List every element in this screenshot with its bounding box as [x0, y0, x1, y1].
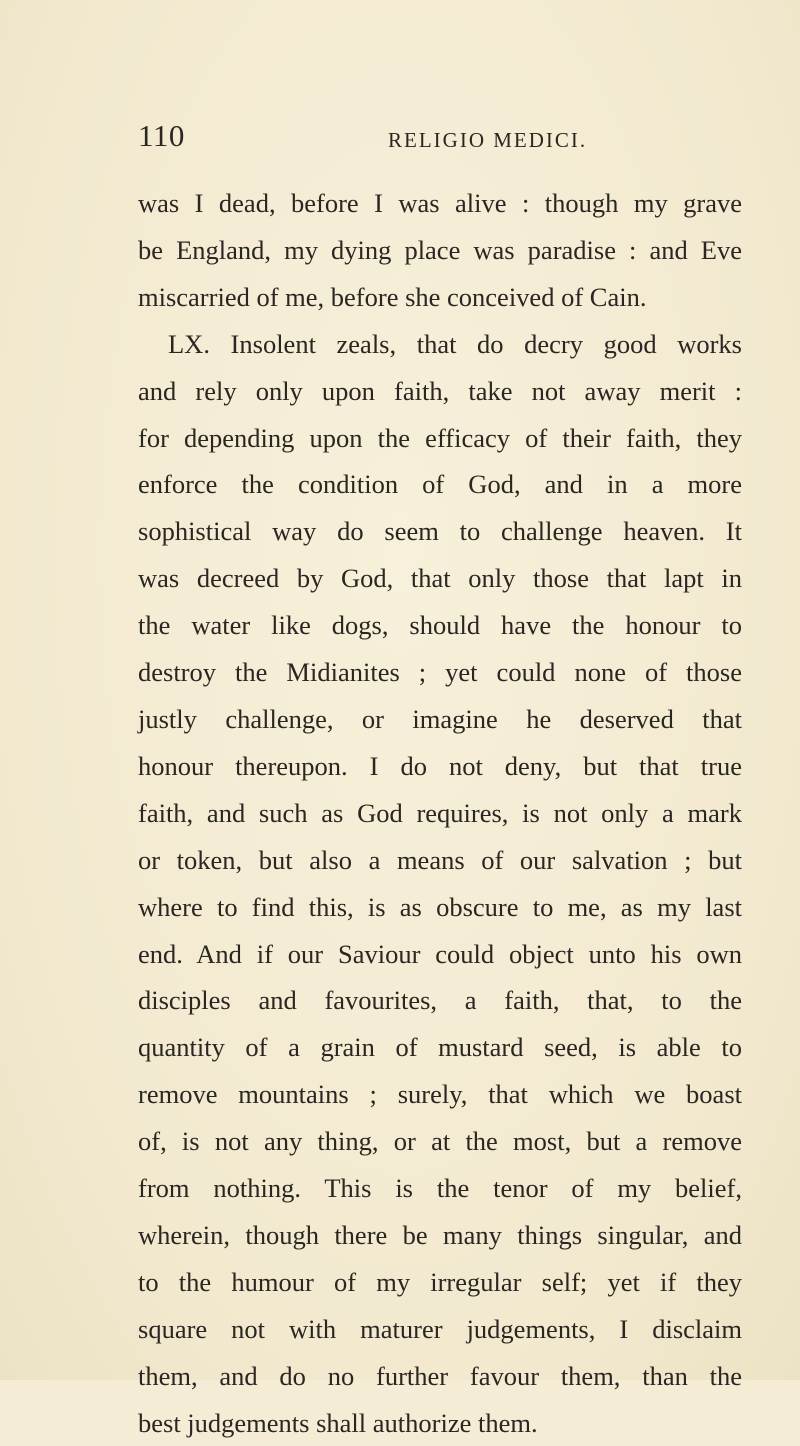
text-line: was decreed by God, that only those that lapt in: [138, 563, 742, 594]
text-line: of, is not any thing, or at the most, but a remove: [138, 1126, 742, 1157]
text-line: best judgements shall authorize them.: [138, 1407, 538, 1438]
body-text: [138, 180, 742, 1446]
text-line: destroy the Midianites ; yet could none of those: [138, 657, 742, 688]
text-line: them, and do no further favour them, than the: [138, 1360, 742, 1391]
text-line: sophistical way do seem to challenge heaven. It: [138, 516, 742, 547]
running-title: RELIGIO MEDICI.: [388, 128, 588, 152]
text-line: was I dead, before I was alive : though my grave: [138, 188, 742, 218]
text-line: where to find this, is as obscure to me, as my last: [138, 891, 742, 922]
text-line: and rely only upon faith, take not away merit :: [138, 375, 742, 406]
text-line: from nothing. This is the tenor of my belief,: [138, 1173, 742, 1204]
text-line: quantity of a grain of mustard seed, is able to: [138, 1032, 742, 1063]
text-line: faith, and such as God requires, is not only a mark: [138, 797, 742, 828]
text-line: end. And if our Saviour could object unto his own: [138, 938, 742, 969]
text-line: be England, my dying place was paradise : and Eve: [138, 234, 742, 265]
page-number: 110: [138, 118, 185, 153]
text-line: justly challenge, or imagine he deserved that: [138, 703, 742, 734]
text-line: disciples and favourites, a faith, that, to the: [138, 985, 742, 1016]
running-head: [138, 118, 738, 158]
text-line: honour thereupon. I do not deny, but that true: [138, 750, 742, 781]
text-line: remove mountains ; surely, that which we boast: [138, 1079, 742, 1110]
text-line: enforce the condition of God, and in a more: [138, 469, 742, 500]
text-line: square not with maturer judgements, I disclaim: [138, 1313, 742, 1344]
text-line: to the humour of my irregular self; yet if they: [138, 1266, 742, 1297]
section-start-line: LX. Insolent zeals, that do decry good works: [168, 328, 742, 359]
text-line: wherein, though there be many things singular, and: [138, 1219, 742, 1250]
text-line: for depending upon the efficacy of their faith, they: [138, 422, 742, 453]
text-line: the water like dogs, should have the honour to: [138, 610, 742, 641]
text-line: miscarried of me, before she conceived of Cain.: [138, 281, 647, 312]
text-line: or token, but also a means of our salvation ; but: [138, 844, 742, 875]
